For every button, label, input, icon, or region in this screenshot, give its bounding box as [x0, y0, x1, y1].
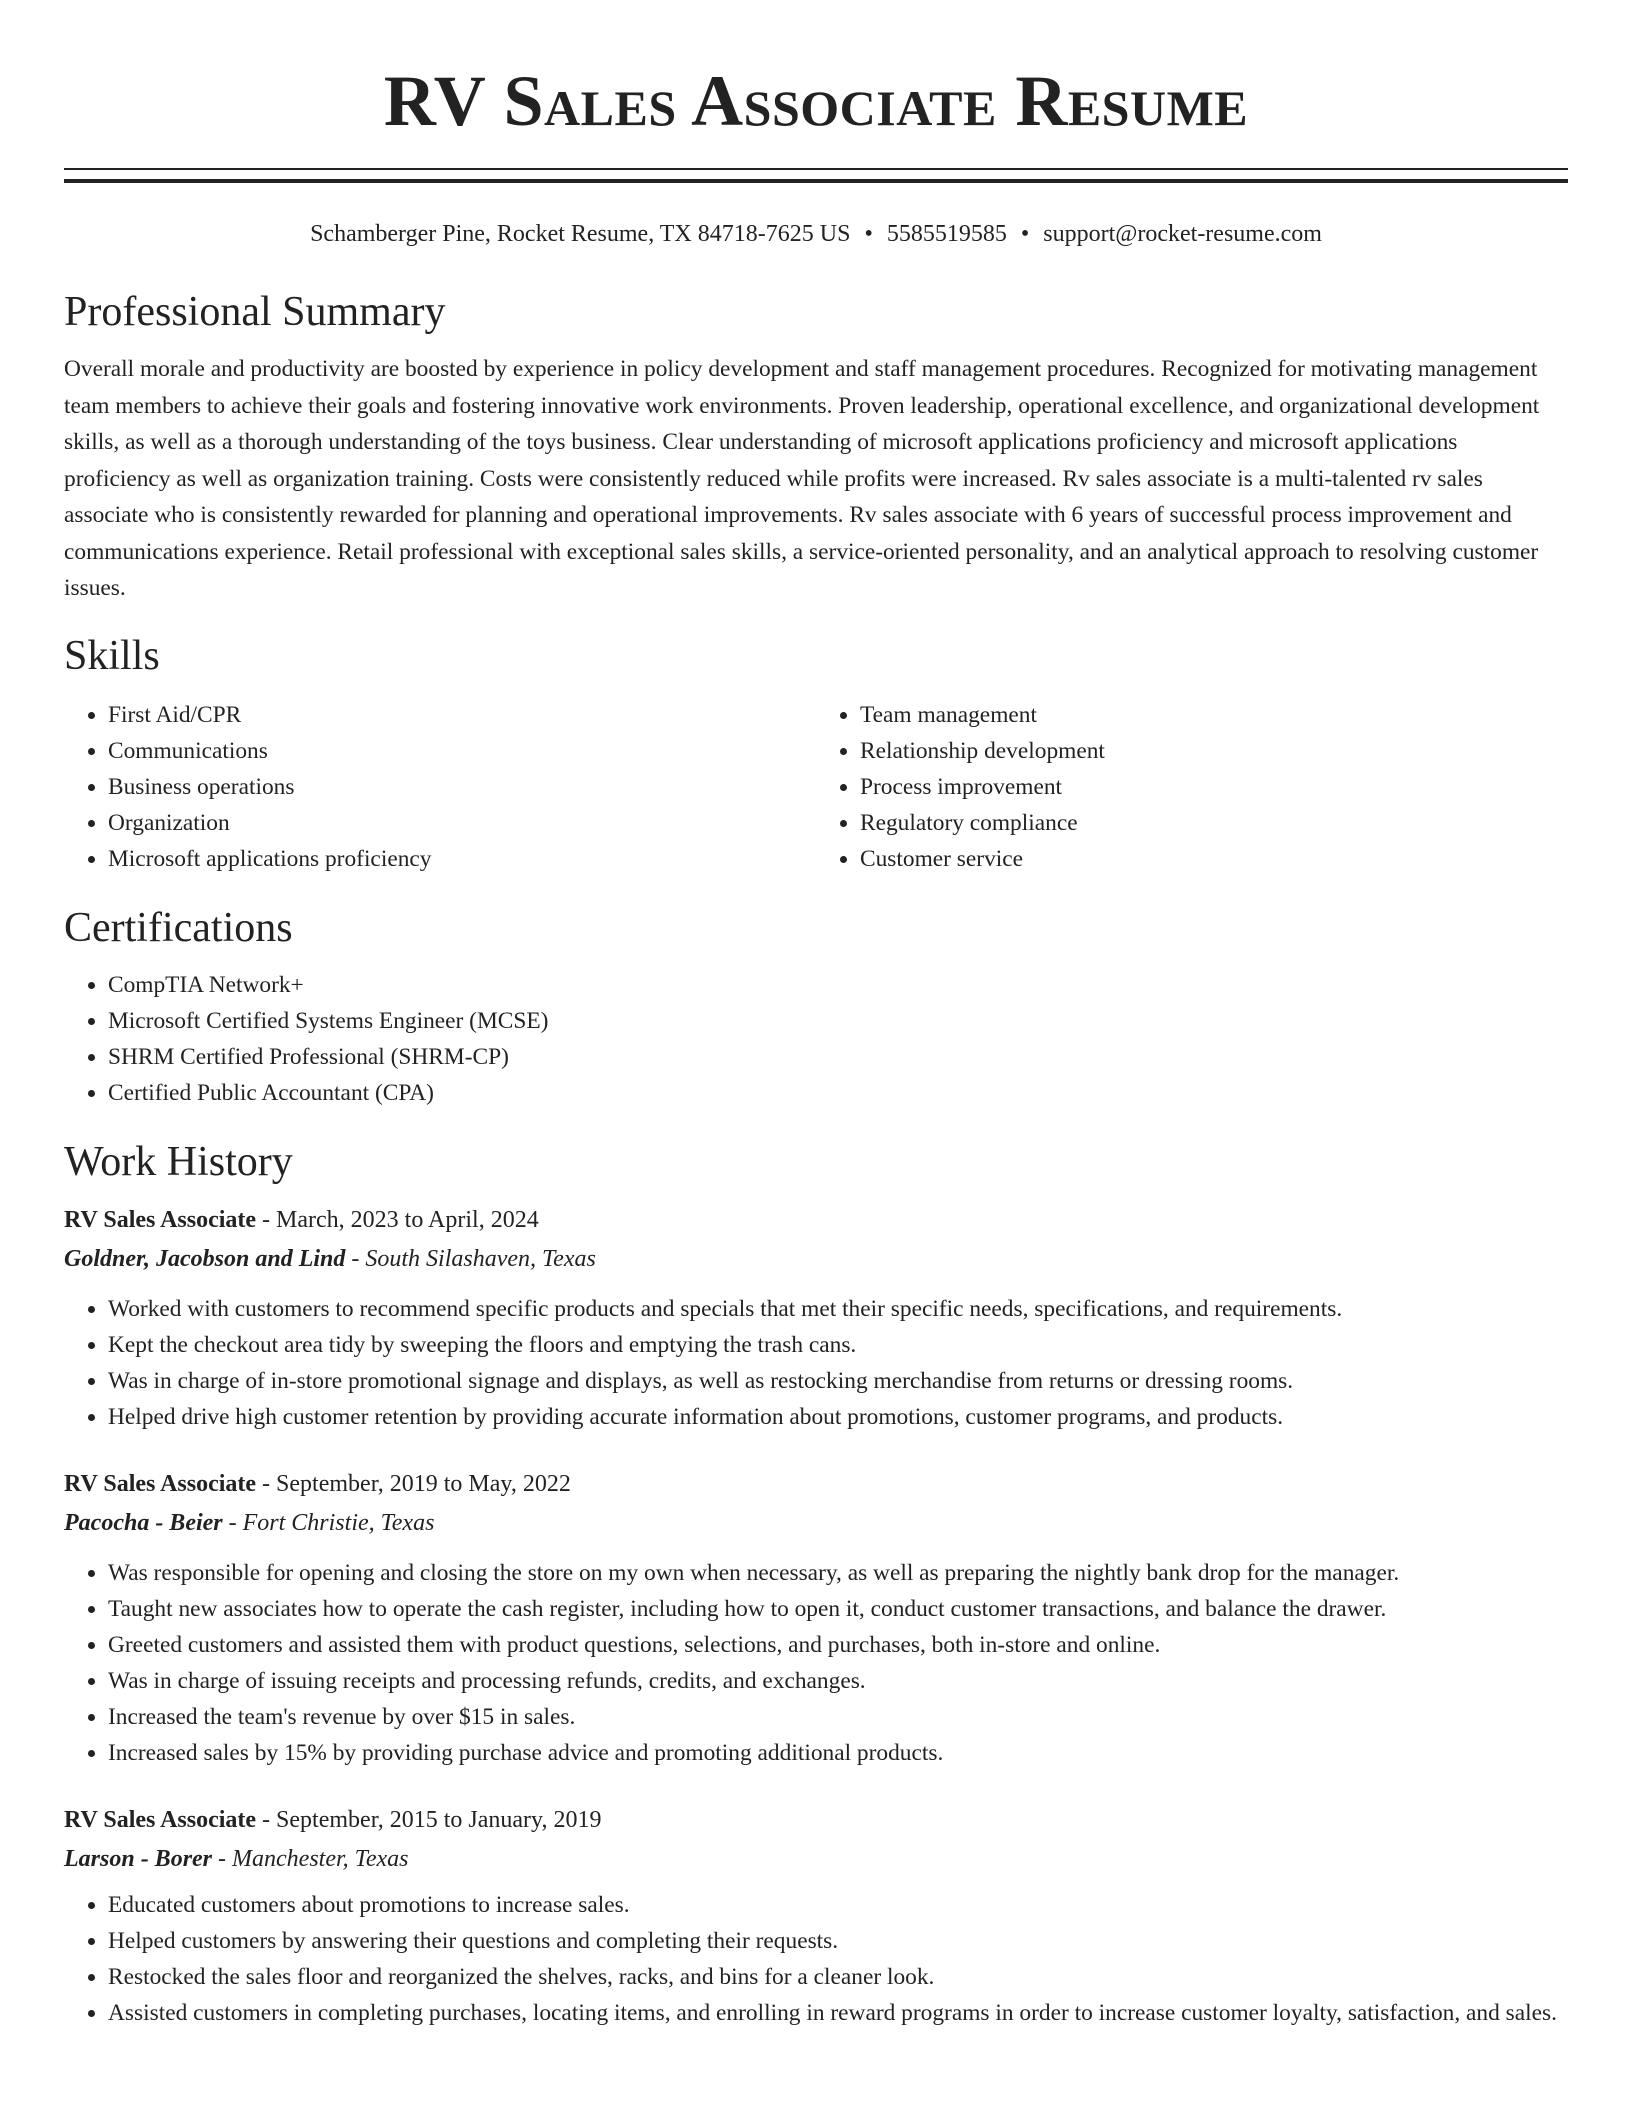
job-dash: - — [222, 1509, 243, 1536]
contact-address: Schamberger Pine, Rocket Resume, TX 84718-7625 US — [310, 221, 851, 247]
contact-phone: 5585519585 — [886, 221, 1007, 247]
certifications-list — [64, 967, 1568, 1111]
skills-list-left — [64, 697, 816, 877]
skill-item: • Team management — [860, 697, 1568, 733]
job-bullet: • Was responsible for opening and closing the store on my own when necessary, as well as preparing the nightly bank drop for the manager. — [108, 1555, 1568, 1591]
resume-page — [64, 0, 1568, 2031]
company-line — [64, 1239, 1568, 1279]
job-title: RV Sales Associate — [64, 1806, 257, 1833]
company-line — [64, 1839, 1568, 1879]
company-location: South Silashaven, Texas — [365, 1245, 596, 1272]
job-title-line — [64, 1801, 1568, 1839]
contact-separator: • — [864, 221, 873, 247]
skill-item: • Process improvement — [860, 769, 1568, 805]
job-bullet: • Greeted customers and assisted them with product questions, selections, and purchases, both in-store and online. — [108, 1627, 1568, 1663]
work-history-heading: Work History — [64, 1138, 293, 1185]
contact-line — [64, 219, 1568, 249]
job-entry — [64, 1201, 1568, 1435]
job-bullet: • Worked with customers to recommend specific products and specials that met their specific needs, specifications, and requirements. — [108, 1291, 1568, 1327]
skills-columns — [64, 697, 1568, 877]
certifications-heading: Certifications — [64, 904, 293, 951]
job-bullet: • Was in charge of in-store promotional signage and displays, as well as restocking merchandise from returns or dressing rooms. — [108, 1363, 1568, 1399]
job-bullets — [64, 1555, 1568, 1771]
skill-item: • Relationship development — [860, 733, 1568, 769]
job-bullet: • Was in charge of issuing receipts and processing refunds, credits, and exchanges. — [108, 1663, 1568, 1699]
job-bullet: • Helped drive high customer retention by providing accurate information about promotions, customer programs, and products. — [108, 1399, 1568, 1435]
job-bullet: • Educated customers about promotions to increase sales. — [108, 1887, 1568, 1923]
job-dash: - — [345, 1245, 366, 1272]
company-line — [64, 1503, 1568, 1543]
skills-list-right — [816, 697, 1568, 877]
certification-item: • Certified Public Accountant (CPA) — [108, 1075, 1568, 1111]
job-dates: September, 2015 to January, 2019 — [276, 1806, 602, 1833]
job-bullet: • Kept the checkout area tidy by sweeping the floors and emptying the trash cans. — [108, 1327, 1568, 1363]
job-title: RV Sales Associate — [64, 1470, 257, 1497]
job-bullets — [64, 1291, 1568, 1435]
job-bullet: • Assisted customers in completing purchases, locating items, and enrolling in reward programs in order to increase customer loyalty, satisfaction, and sales. — [108, 1995, 1568, 2031]
company-name: Larson - Borer — [64, 1845, 213, 1872]
company-location: Fort Christie, Texas — [242, 1509, 435, 1536]
job-entry — [64, 1465, 1568, 1771]
skill-item: • Customer service — [860, 841, 1568, 877]
skill-item: • First Aid/CPR — [108, 697, 816, 733]
skill-item: • Microsoft applications proficiency — [108, 841, 816, 877]
job-title-line — [64, 1201, 1568, 1239]
company-name: Pacocha - Beier — [64, 1509, 223, 1536]
certification-item: • CompTIA Network+ — [108, 967, 1568, 1003]
certification-item: • Microsoft Certified Systems Engineer (MCSE) — [108, 1003, 1568, 1039]
summary-text: Overall morale and productivity are boosted by experience in policy development and staff management procedures. Recognized for motivating management team members to achieve their goals and fostering innovative work environments. Proven leadership, operational excellence, and organizational development skills, as well as a thorough understanding of the toys business. Clear understanding of microsoft applications proficiency and microsoft applications proficiency as well as organization training. Costs were consistently reduced while profits were increased. Rv sales associate is a multi-talented rv sales associate who is consistently rewarded for planning and operational improvements. Rv sales associate with 6 years of successful process improvement and communications experience. Retail professional with exceptional sales skills, a service-oriented personality, and an analytical approach to resolving customer issues. — [64, 356, 1540, 601]
certification-item: • SHRM Certified Professional (SHRM-CP) — [108, 1039, 1568, 1075]
company-location: Manchester, Texas — [232, 1845, 409, 1872]
job-dates: September, 2019 to May, 2022 — [276, 1470, 571, 1497]
contact-separator: • — [1020, 221, 1030, 247]
job-bullet: • Taught new associates how to operate the cash register, including how to open it, conduct customer transactions, and balance the drawer. — [108, 1591, 1568, 1627]
title-divider — [64, 168, 1568, 183]
skill-item: • Business operations — [108, 769, 816, 805]
job-dash: - — [256, 1470, 277, 1497]
job-bullet: • Increased sales by 15% by providing purchase advice and promoting additional products. — [108, 1735, 1568, 1771]
resume-title: RV Sales Associate Resume — [383, 61, 1249, 141]
job-dash: - — [256, 1206, 277, 1233]
skill-item: • Regulatory compliance — [860, 805, 1568, 841]
job-dates: March, 2023 to April, 2024 — [276, 1206, 539, 1233]
skill-item: • Communications — [108, 733, 816, 769]
company-name: Goldner, Jacobson and Lind — [64, 1245, 346, 1272]
job-bullet: • Increased the team's revenue by over $15 in sales. — [108, 1699, 1568, 1735]
job-dash: - — [256, 1806, 277, 1833]
job-title: RV Sales Associate — [64, 1206, 257, 1233]
job-dash: - — [212, 1845, 233, 1872]
skill-item: • Organization — [108, 805, 816, 841]
job-bullet: • Helped customers by answering their questions and completing their requests. — [108, 1923, 1568, 1959]
summary-heading: Professional Summary — [64, 289, 446, 335]
contact-email[interactable]: support@rocket-resume.com — [1043, 221, 1322, 247]
job-entry — [64, 1801, 1568, 2031]
job-bullet: • Restocked the sales floor and reorganized the shelves, racks, and bins for a cleaner look. — [108, 1959, 1568, 1995]
job-bullets — [64, 1887, 1568, 2031]
skills-heading: Skills — [64, 632, 160, 679]
job-title-line — [64, 1465, 1568, 1503]
